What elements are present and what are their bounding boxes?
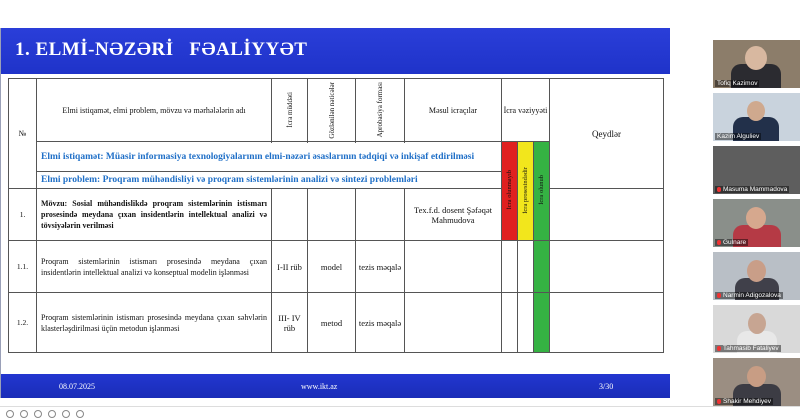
row-responsible bbox=[405, 241, 502, 293]
row-name: Mövzu: Sosial mühəndislikdə proqram sistemlərinin istismarı prosesində meydana çıxan insidentlərin intellektual analizi və tövsiyələrin verilməsi bbox=[37, 189, 272, 241]
table-row bbox=[9, 241, 664, 293]
row-expected bbox=[308, 189, 356, 241]
participant-tile[interactable] bbox=[713, 93, 800, 141]
participant-tile[interactable] bbox=[713, 252, 800, 300]
row-notes bbox=[550, 189, 664, 241]
header-duration: İcra müddəti bbox=[272, 79, 308, 142]
status-in-progress: İcra prosesindədir bbox=[518, 142, 534, 241]
mic-muted-icon bbox=[717, 293, 721, 298]
footer-site[interactable]: www.ikt.az bbox=[301, 382, 338, 391]
row-notes bbox=[550, 241, 664, 293]
participant-name: Narmin Adigozalova bbox=[715, 292, 783, 299]
row-status-green bbox=[534, 293, 550, 353]
table-row bbox=[9, 189, 664, 241]
row-expected: metod bbox=[308, 293, 356, 353]
row-name: Proqram sistemlərinin istismarı prosesində meydana çıxan insidentlərin intellektual analizi və konseptual modelin işlənməsi bbox=[37, 241, 272, 293]
header-num: № bbox=[9, 79, 37, 189]
mic-muted-icon bbox=[717, 346, 721, 351]
slide-title-bar bbox=[1, 28, 670, 74]
header-status: İcra vəziyyəti bbox=[502, 79, 550, 142]
row-name: Proqram sistemlərinin istismarı prosesində meydana çıxan səhvlərin klasterləşdirilməsi üçün metodun işlənməsi bbox=[37, 293, 272, 353]
more-options-icon[interactable] bbox=[76, 410, 84, 418]
row-duration: III- IV rüb bbox=[272, 293, 308, 353]
table-row bbox=[9, 293, 664, 353]
plan-table bbox=[8, 78, 663, 366]
header-expected: Gözlənilən nəticələr bbox=[308, 79, 356, 142]
header-responsible: Məsul icraçılar bbox=[405, 79, 502, 142]
participant-tile[interactable] bbox=[713, 199, 800, 247]
header-name: Elmi istiqamət, elmi problem, mövzu və mərhələlərin adı bbox=[37, 79, 272, 142]
participant-strip bbox=[713, 36, 800, 408]
participant-tile[interactable] bbox=[713, 305, 800, 353]
participant-name: Gulnare bbox=[715, 239, 748, 246]
taskbar bbox=[0, 406, 800, 420]
zoom-icon[interactable] bbox=[48, 410, 56, 418]
row-duration bbox=[272, 189, 308, 241]
row-status-green bbox=[534, 241, 550, 293]
mic-muted-icon bbox=[717, 240, 721, 245]
row-status-red bbox=[502, 241, 518, 293]
row-num: 1.2. bbox=[9, 293, 37, 353]
slides-icon[interactable] bbox=[34, 410, 42, 418]
participant-name: Tahmasib Fataliyev bbox=[715, 345, 781, 352]
participant-name: Tofiq Kazimov bbox=[717, 80, 758, 87]
status-not-done: İcra olunmayıb bbox=[502, 142, 518, 241]
pen-tool-icon[interactable] bbox=[20, 410, 28, 418]
row-approbation: tezis məqalə bbox=[356, 241, 405, 293]
mic-muted-icon bbox=[717, 187, 721, 192]
row-num: 1.1. bbox=[9, 241, 37, 293]
presentation-slide bbox=[0, 28, 669, 398]
scientific-problem: Elmi problem: Proqram mühəndisliyi və proqram sistemlərinin analizi və sintezi problemləri bbox=[37, 172, 502, 189]
participant-tile[interactable] bbox=[713, 358, 800, 406]
participant-name: Kazim Alguliev bbox=[717, 133, 760, 140]
row-approbation: tezis məqalə bbox=[356, 293, 405, 353]
mic-muted-icon bbox=[717, 399, 721, 404]
header-notes: Qeydlər bbox=[550, 79, 664, 189]
row-status-yellow bbox=[518, 293, 534, 353]
participant-name: Masuma Mammadova bbox=[715, 186, 789, 193]
scientific-direction: Elmi istiqamət: Müasir informasiya texnologiyalarının elmi-nəzəri əsaslarının tədqiqi və inkişaf etdirilməsi bbox=[37, 142, 502, 172]
subtitles-icon[interactable] bbox=[62, 410, 70, 418]
status-done: İcra olunub bbox=[534, 142, 550, 241]
row-duration: I-II rüb bbox=[272, 241, 308, 293]
participant-name: Shakir Mehdiyev bbox=[715, 398, 773, 405]
footer-date: 08.07.2025 bbox=[59, 382, 95, 391]
participant-tile[interactable] bbox=[713, 146, 800, 194]
row-num: 1. bbox=[9, 189, 37, 241]
header-approbation: Aprobasiya forması bbox=[356, 79, 405, 142]
row-responsible bbox=[405, 293, 502, 353]
slide-footer bbox=[1, 374, 670, 398]
row-status-red bbox=[502, 293, 518, 353]
row-responsible: Tex.f.d. dosent Şəfəqət Mahmudova bbox=[405, 189, 502, 241]
row-approbation bbox=[356, 189, 405, 241]
pointer-tool-icon[interactable] bbox=[6, 410, 14, 418]
row-notes bbox=[550, 293, 664, 353]
slide-title: 1. ELMİ-NƏZƏRİ FƏALİYYƏT bbox=[15, 39, 308, 60]
footer-page: 3/30 bbox=[599, 382, 614, 391]
row-status-yellow bbox=[518, 241, 534, 293]
participant-tile[interactable] bbox=[713, 40, 800, 88]
row-expected: model bbox=[308, 241, 356, 293]
